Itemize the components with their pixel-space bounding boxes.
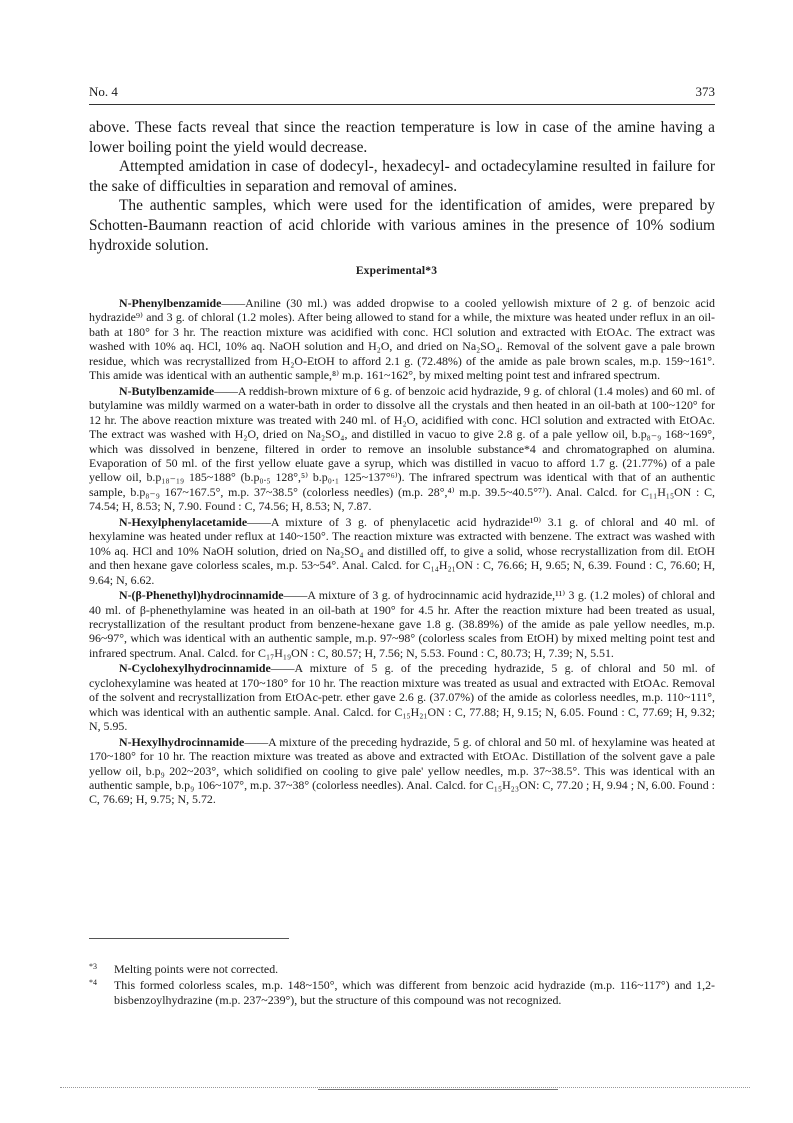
compound-entry [89,735,715,807]
footnote [89,962,715,976]
compound-name: N-(β-Phenethyl)hydrocinnamide [119,588,284,603]
header-rule [89,104,715,105]
compound-name: N-Cyclohexylhydrocinnamide [119,661,271,676]
footnote-separator [89,938,289,939]
compound-entry [89,384,715,514]
page-number: 373 [695,84,715,99]
compound-procedure: ——A mixture of 3 g. of phenylacetic acid hydrazide¹⁰⁾ 3.1 g. of chloral and 40 ml. of hexylamine was heated under reflux at 140~150°. The reaction mixture was extracted with benzene. The extract was washed with 10% aq. HCl and 10% NaOH solution, dried on Na₂SO₄ and distilled off, to give a solid, whose recrystallization from dil. EtOH and then hexane gave colorless scales, m.p. 53~54°. Anal. Calcd. for C₁₄H₂₁ON : C, 76.66; H, 9.65; N, 6.39. Found : C, 76.60; H, 9.64; N, 6.62. [89,514,715,587]
intro-paragraph: The authentic samples, which were used for the identification of amides, were prepared by Schotten-Baumann reaction of acid chloride with various amines in the presence of 10% sodium hydroxide solution. [89,197,715,254]
section-heading: Experimental*3 [355,265,438,277]
compound-entry [89,661,715,733]
compound-entry [89,296,715,383]
compound-name: N-Hexylhydrocinnamide [119,734,245,749]
bottom-dotted-line [60,1087,750,1088]
footnote-mark: *4 [89,978,97,988]
compound-procedure: ——A mixture of 3 g. of hydrocinnamic acid hydrazide,¹¹⁾ 3 g. (1.2 moles) of chloral and 40 ml. of β-phenethylamine was heated in an oil-bath at 190° for 4.5 hr. After the reaction mixture had been treated as usual, recrystallization of the resultant product from benzene-hexane gave 1.8 g. (38.89%) of the amide as pale yellow needles, m.p. 96~97°, which was identical with an authentic sample, m.p. 97~98° (colorless scales from EtOH) by mixed melting point test and infrared spectrum. Anal. Calcd. for C₁₇H₁₉ON : C, 80.57; H, 7.56; N, 5.53. Found : C, 80.73; H, 7.39; N, 5.51. [89,588,715,660]
intro-paragraph: above. These facts reveal that since the reaction temperature is low in case of the amine having a lower boiling point the yield would decrease. [89,119,715,156]
intro-paragraph: Attempted amidation in case of dodecyl-, hexadecyl- and octadecylamine resulted in failure for the sake of difficulties in separation and removal of amines. [89,158,715,195]
footnotes [89,962,715,1009]
compound-procedure: ——A mixture of the preceding hydrazide, 5 g. of chloral and 50 ml. of hexylamine was heated at 170~180° for 10 hr. The reaction mixture was treated as above and extracted with EtOAc. Distillation of the solvent gave a pale yellow oil, b.p₉ 202~203°, which solidified on cooling to give pale' yellow needles, m.p. 37~38.5°. This was identical with an authentic sample, b.p₉ 106~107°, m.p. 37~38° (colorless needles). Anal. Calcd. for C₁₅H₂₃ON: C, 77.20 ; H, 9.94 ; N, 6.00. Found : C, 76.69; H, 9.75; N, 5.72. [89,734,715,807]
compound-procedure: ——A mixture of 5 g. of the preceding hydrazide, 5 g. of chloral and 50 ml. of cyclohexylamine was heated at 170~180° for 10 hr. The reaction mixture was treated as usual and extracted with EtOAc. Removal of the solvent and recrystallization from EtOAc-petr. ether gave 2.6 g. (37.07%) of the amide as colorless needles, m.p. 110~111°, which was identical with an authentic sample. Anal. Calcd. for C₁₅H₂₁ON : C, 77.88; H, 9.15; N, 6.05. Found : C, 77.69; H, 9.32; N, 5.95. [89,661,715,734]
compound-entry [89,588,715,660]
running-header [89,84,715,104]
footnote-text: Melting points were not corrected. [114,962,279,976]
experimental-body [89,296,715,808]
footnote-mark: *3 [89,962,97,971]
footnote [89,978,715,1007]
compound-name: N-Hexylphenylacetamide [119,514,248,529]
bottom-solid-line [318,1089,558,1090]
journal-number: No. 4 [89,84,118,99]
compound-name: N-Phenylbenzamide [119,296,222,310]
compound-entry [89,515,715,587]
compound-procedure: ——Aniline (30 ml.) was added dropwise to a cooled yellowish mixture of 2 g. of benzoic acid hydrazide⁹⁾ and 3 g. of chloral (1.2 moles). After being allowed to stand for a while, the mixture was heated under reflux in an oil-bath at 180° for 3 hr. The reaction mixture was acidified with conc. HCl solution and extracted with EtOAc. The extract was washed with 10% aq. HCl, 10% aq. NaOH solution and H₂O, and dried on Na₂SO₄. Removal of the solvent gave a pale brown residue, which was recrystallized from H₂O-EtOH to afford 2.1 g. (72.48%) of the amide as pale brown scales, m.p. 159~161°. This amide was identical with an authentic sample,⁸⁾ m.p. 161~162°, by mixed melting point test and infrared spectrum. [89,296,715,383]
compound-name: N-Butylbenzamide [119,383,215,398]
bottom-scan-line [0,1087,793,1090]
footnote-text: This formed colorless scales, m.p. 148~150°, which was different from benzoic acid hydrazide (m.p. 116~117°) and 1,2-bisbenzoylhydrazine (m.p. 237~239°), but the structure of this compound was not recognized. [114,978,715,1007]
intro-text [89,118,715,255]
compound-procedure: ——A reddish-brown mixture of 6 g. of benzoic acid hydrazide, 9 g. of chloral (1.4 moles) and 60 ml. of butylamine was mildly warmed on a water-bath in order to dissolve all the crystals and then heated in an oil-bath at 100~120° for 12 hr. The above reaction mixture was treated with 240 ml. of H₂O, acidified with conc. HCl solution and extracted with EtOAc. The extract was washed with H₂O, dried on Na₂SO₄, and distilled in vacuo to give 2.8 g. of a pale yellow oil, b.p₈₋₉ 168~169°, which was dissolved in benzene, filtered in order to remove an insoluble substance*4 and chromatographed on alumina. Evaporation of 50 ml. of the first yellow eluate gave a syrup, which was distilled in vacuo to afford 1.7 g. (21.77%) of a pale yellow oil, b.p₁₈₋₁₉ 185~188° (b.p₀.₅ 128°,⁵⁾ b.p₀.₁ 125~137°⁶⁾). The infrared spectrum was identical with that of an authentic sample, b.p₈₋₉ 167~167.5°, m.p. 37~38.5° (colorless needles) (m.p. 28°,⁴⁾ m.p. 39.5~40.5°⁷⁾). Anal. Calcd. for C₁₁H₁₅ON : C, 74.54; H, 8.53; N, 7.90. Found : C, 74.56; H, 8.53; N, 7.87. [89,383,715,514]
